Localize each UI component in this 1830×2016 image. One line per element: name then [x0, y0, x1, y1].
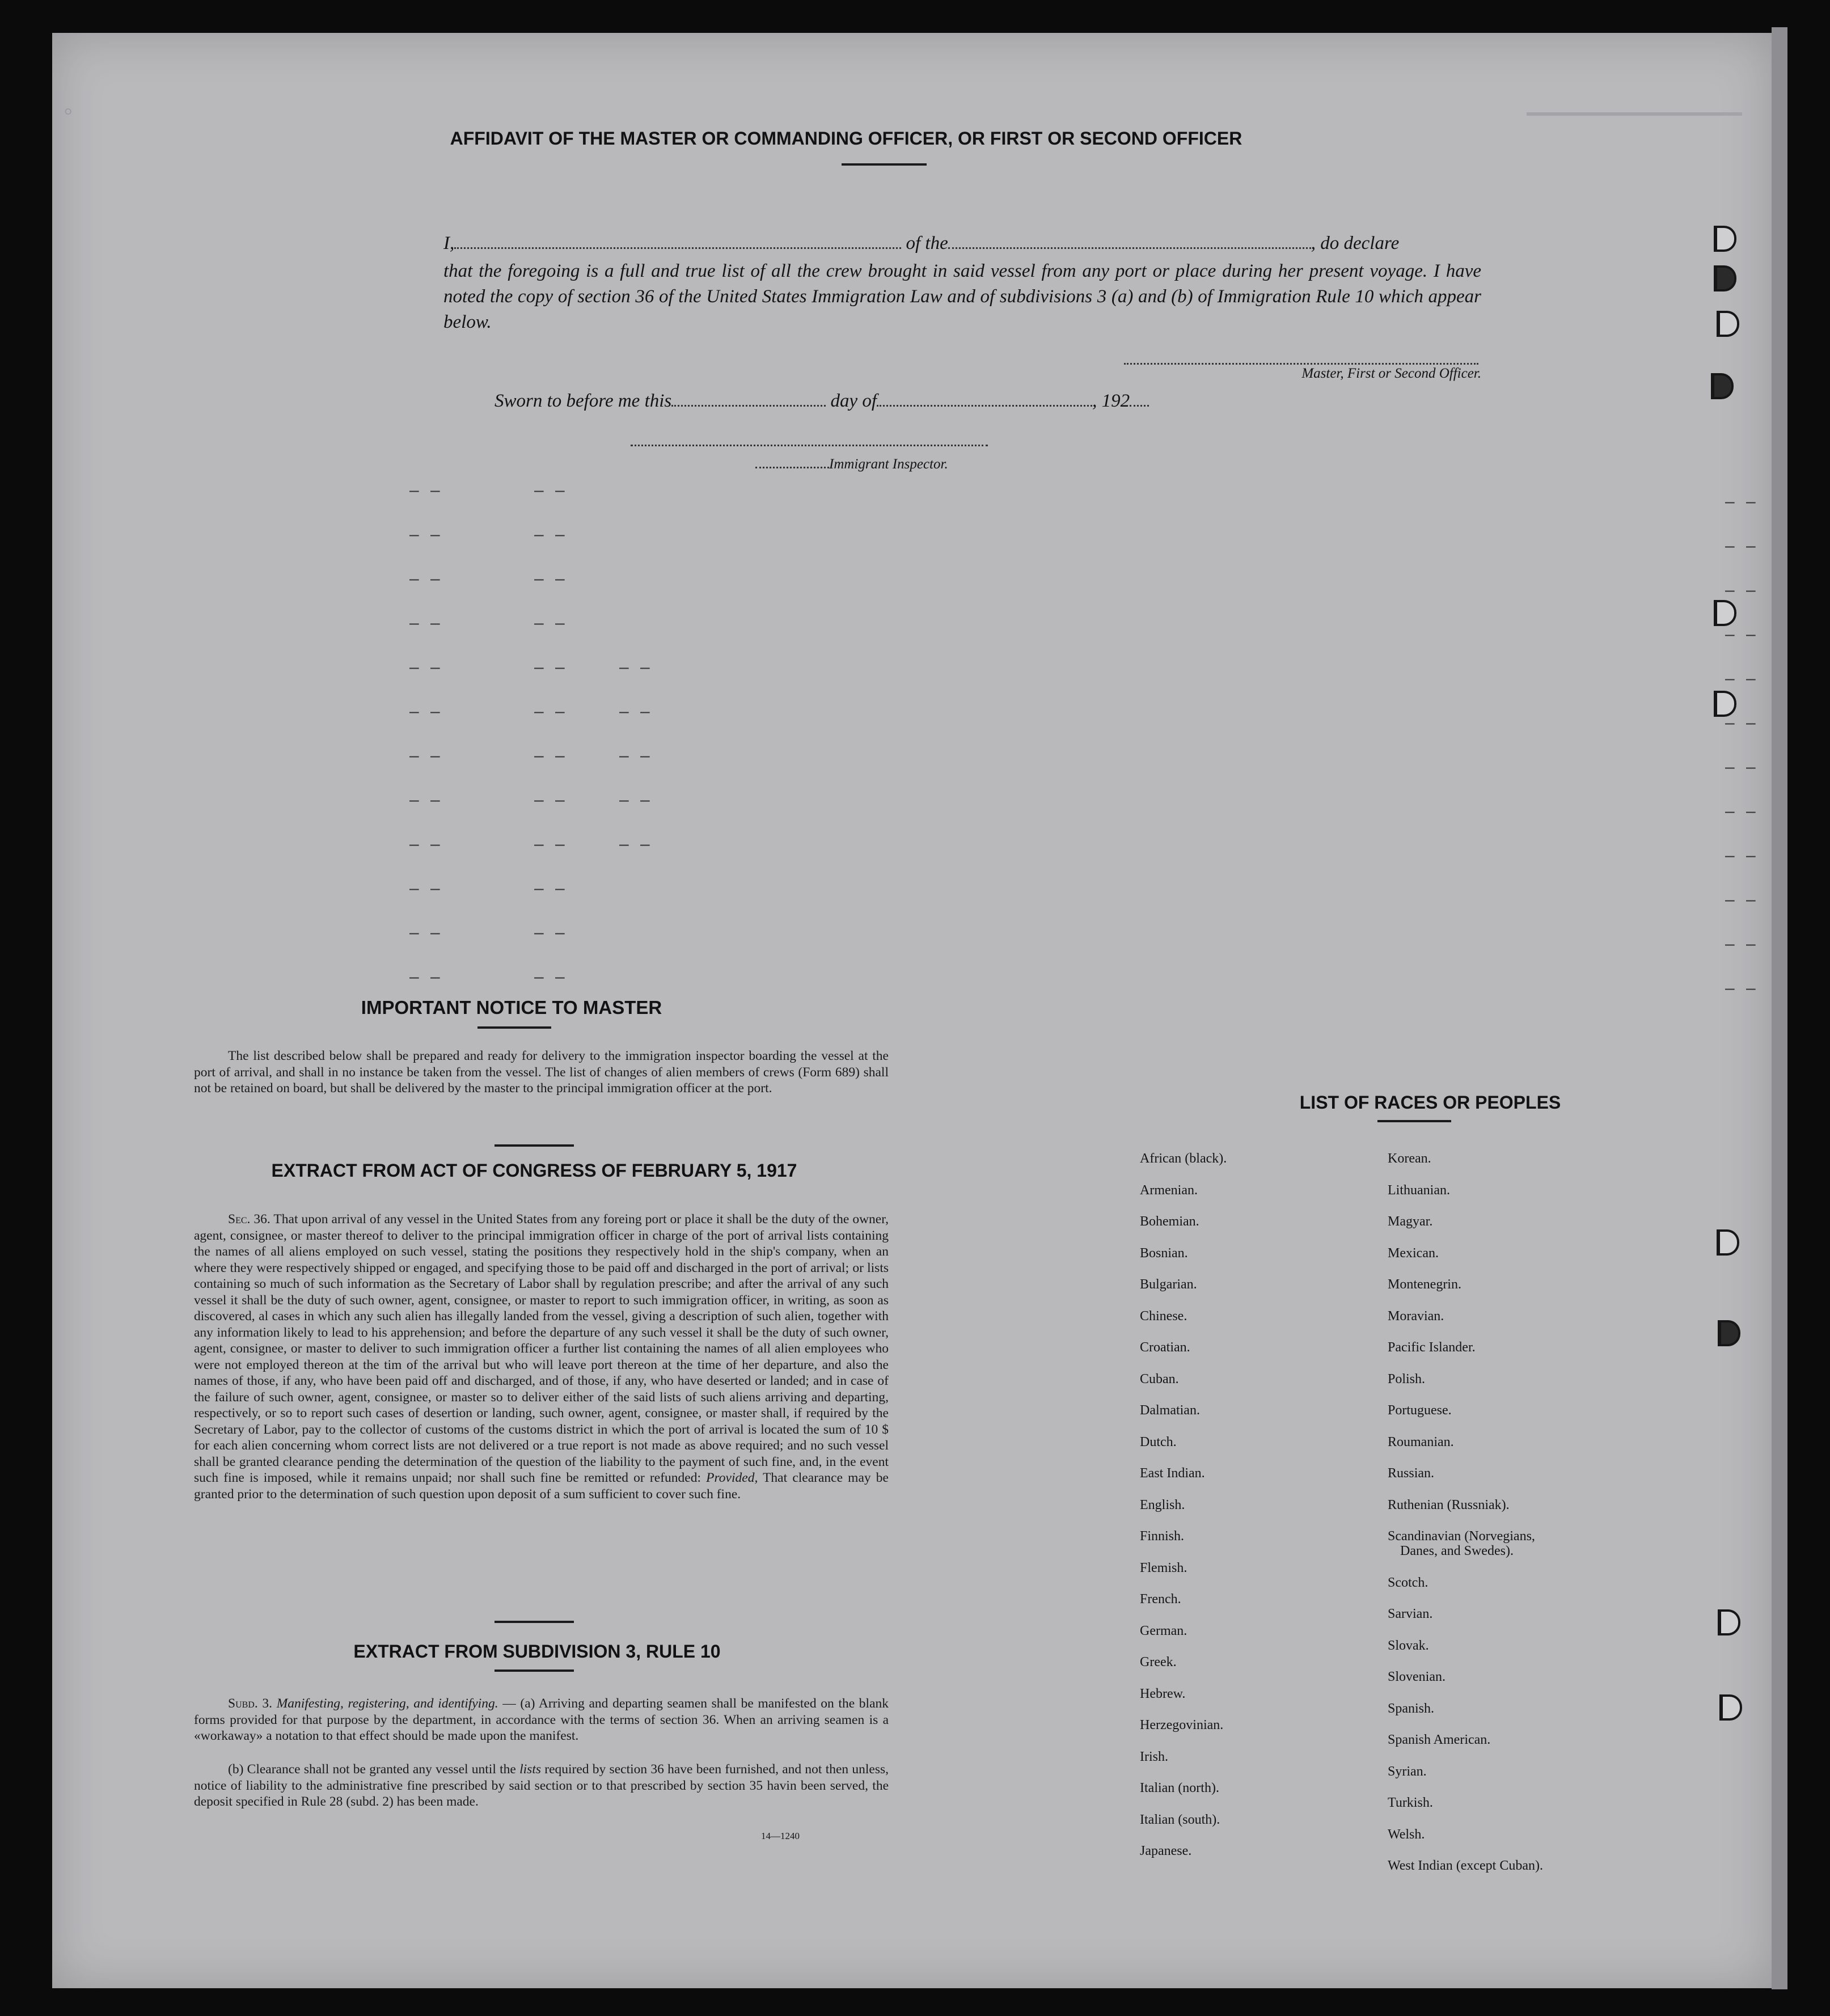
race-item: Chinese. [1140, 1308, 1187, 1324]
race-item: Roumanian. [1388, 1434, 1454, 1449]
document-page [52, 33, 1772, 1988]
row-dash: – – [409, 702, 443, 721]
inspector-caption-dots [755, 457, 829, 468]
race-item: German. [1140, 1623, 1187, 1638]
row-dash: – – [409, 791, 443, 809]
act-body [194, 1211, 889, 1502]
race-item: Pacific Islander. [1388, 1340, 1476, 1355]
race-item: Bohemian. [1140, 1214, 1199, 1229]
sworn-label: Sworn to before me this [495, 391, 672, 411]
affidavit-title-rule [842, 163, 927, 166]
inspector-caption-line [755, 457, 1096, 472]
row-dash: – – [1725, 581, 1759, 599]
punch-hole [1714, 691, 1736, 717]
affidavit-i-label: I, [443, 233, 455, 253]
row-dash: – – [619, 791, 653, 809]
row-dash: – – [1725, 713, 1759, 732]
race-item: Russian. [1388, 1466, 1435, 1481]
row-dash: – – [534, 658, 568, 677]
row-dash: – – [1725, 669, 1759, 688]
affidavit-body: that the foregoing is a full and true list of all the crew brought in said vessel from any port or place during her present voyage. I have noted the copy of section 36 of the United States Immigration Law and of subdivisions 3 (a) and (b) of Immigration Rule 10 which appear below. [443, 261, 1481, 332]
rule-b [194, 1761, 889, 1810]
act-sec-label: Sec. 36. [228, 1212, 271, 1227]
row-dash: – – [534, 569, 568, 588]
sworn-line [495, 390, 1288, 412]
row-dash: – – [409, 835, 443, 853]
race-item: French. [1140, 1592, 1181, 1607]
row-dash: – – [409, 658, 443, 677]
race-item: Armenian. [1140, 1182, 1198, 1198]
ghost-rule [1527, 112, 1742, 116]
rule-title-rule [495, 1670, 574, 1672]
race-item: Slovak. [1388, 1638, 1429, 1653]
notice-body: The list described below shall be prepared and ready for delivery to the immigration inspector boarding the vessel at the port of arrival, and shall in no instance be taken from the vessel. The list of changes of alien members of crews (Form 689) shall not be retained on board, but shall be delivered by the master to the principal immigration officer at the port. [194, 1049, 889, 1096]
race-item: Polish. [1388, 1371, 1426, 1387]
race-item: Bosnian. [1140, 1245, 1188, 1261]
rule-a-body: Arriving and departing seamen shall be manifested on the blank forms provided for that purpose by the department, in accordance with the terms of section 36. When an arriving seamen is a «workaway» a notation to that effect should be made upon the manifest. [194, 1696, 889, 1743]
row-dash: – – [534, 525, 568, 544]
punch-hole [1718, 1609, 1740, 1635]
act-body-text: That upon arrival of any vessel in the United States from any foreing port or place it shall be the duty of the owner, agent, consignee, or master thereof to deliver to the principal immigration officer in charge of the port of arrival lists containing the names of all aliens employed on such vessel, stating the positions they respectively hold in the ship's company, when an where they were respectively shipped or engaged, and specifying those to be paid off and discharged in the port of arrival; or lists containing so much of such information as the Secretary of Labor shall by regulation prescribe; and after the arrival of any such vessel it shall be the duty of such owner, agent, consignee, or master to report to such immigration officer, in writing, as soon as discovered, al cases in which any such alien has illegally landed from the vessel, giving a description of such alien, together with any information likely to lead to his apprehension; and before the departure of any such vessel it shall be the duty of such owner, agent, consignee, or master to deliver to such immigration officer a further list containing the names of all alien employees who were not employed thereon at the tim of the arrival but who will leave port thereon at the time of her departure, and also the names of those, if any, who have been paid off and discharged, and of those, if any, who have deserted or landed; and in case of the failure of such owner, agent, consignee, or master so to deliver either of the said lists of such aliens arriving and departing, respectively, or so to report such cases of desertion or landing, such owner, agent, consignee, or master shall, if required by the Secretary of Labor, pay to the collector of customs of the customs district in which the port of arrival is located the sum of 10 $ for each alien concerning whom correct lists are not delivered or a true report is not made as above required; and no such vessel shall be granted clearance pending the determination of the question of the liability to the payment of such fine, and, in the event such fine is imposed, while it remains unpaid; nor shall such fine be remitted or refunded: [194, 1212, 889, 1485]
row-dash: – – [1725, 979, 1759, 998]
act-top-rule [495, 1144, 574, 1147]
row-dash: – – [534, 879, 568, 898]
row-dash: – – [409, 746, 443, 765]
rule-subd-heading: Manifesting, registering, and identifying. [276, 1696, 498, 1711]
notice-title-rule [477, 1026, 551, 1029]
rule-a-label: — (a) [502, 1696, 535, 1711]
race-item: Slovenian. [1388, 1670, 1446, 1684]
race-item: Montenegrin. [1388, 1277, 1461, 1292]
row-dash: – – [534, 481, 568, 500]
row-dash: – – [409, 525, 443, 544]
race-item: Welsh. [1388, 1827, 1425, 1842]
row-dash: – – [1725, 890, 1759, 909]
row-dash: – – [1725, 492, 1759, 511]
row-dash: – – [534, 835, 568, 853]
race-item: Finnish. [1140, 1529, 1185, 1544]
race-item: Scandinavian (Norvegians, [1388, 1529, 1535, 1544]
punch-hole [1714, 226, 1736, 252]
race-item: East Indian. [1140, 1466, 1205, 1481]
race-item: Danes, and Swedes). [1400, 1543, 1514, 1558]
year-label: , 192 [1092, 391, 1130, 411]
race-item: Croatian. [1140, 1340, 1190, 1355]
row-dash: – – [1725, 935, 1759, 953]
race-item: Italian (north). [1140, 1781, 1219, 1795]
race-item: Moravian. [1388, 1308, 1444, 1324]
act-title: EXTRACT FROM ACT OF CONGRESS OF FEBRUARY 5, 1917 [271, 1160, 797, 1181]
day-field[interactable] [671, 390, 826, 407]
race-item: Syrian. [1388, 1764, 1427, 1779]
race-item: Spanish. [1388, 1701, 1435, 1716]
affidavit-of-the-label: of the [906, 233, 948, 253]
race-item: Sarvian. [1388, 1607, 1433, 1621]
row-dash: – – [1725, 846, 1759, 865]
row-dash: – – [409, 879, 443, 898]
race-item: Spanish American. [1388, 1732, 1491, 1747]
race-item: Scotch. [1388, 1575, 1429, 1590]
punch-hole [1719, 1694, 1742, 1721]
act-provided-label: Provided, [706, 1470, 758, 1485]
race-item: Portuguese. [1388, 1403, 1452, 1418]
race-item: Irish. [1140, 1749, 1168, 1764]
row-dash: – – [409, 569, 443, 588]
notice-title: IMPORTANT NOTICE TO MASTER [361, 997, 662, 1018]
rule-b-label: (b) [228, 1762, 244, 1777]
affidavit-first-line [443, 233, 1481, 254]
form-number: 14—1240 [761, 1831, 800, 1841]
row-dash: – – [1725, 802, 1759, 821]
month-field[interactable] [877, 390, 1092, 407]
page-edge-strip [1772, 27, 1787, 1989]
race-item: Korean. [1388, 1151, 1431, 1166]
year-field[interactable] [1130, 390, 1149, 407]
race-item: Turkish. [1388, 1795, 1433, 1810]
race-item: Bulgarian. [1140, 1277, 1197, 1292]
inspector-signature-field[interactable] [631, 430, 988, 446]
punch-hole [1711, 373, 1734, 399]
name-field[interactable] [454, 233, 901, 249]
row-dash: – – [409, 923, 443, 942]
vessel-field[interactable] [948, 233, 1311, 249]
officer-signature-caption: Master, First or Second Officer. [1301, 366, 1481, 381]
row-dash: – – [534, 614, 568, 632]
race-item: Herzegovinian. [1140, 1718, 1224, 1732]
race-item: Japanese. [1140, 1844, 1192, 1858]
act-body-end: That clearance may be granted prior to the determination of such question upon deposit of a sum sufficient to cover such fine. [194, 1470, 889, 1502]
inspector-caption: Immigrant Inspector. [829, 457, 948, 472]
rule-subd-label: Subd. 3. [228, 1696, 273, 1711]
punch-hole [1717, 311, 1739, 337]
row-dash: – – [534, 746, 568, 765]
punch-hole [1714, 600, 1736, 626]
races-title: LIST OF RACES OR PEOPLES [1299, 1092, 1561, 1113]
row-dash: – – [409, 967, 443, 986]
row-dash: – – [619, 702, 653, 721]
races-title-rule [1377, 1120, 1451, 1122]
punch-hole [1717, 1229, 1739, 1256]
race-item: Cuban. [1140, 1371, 1179, 1387]
day-of-label: day of [830, 391, 877, 411]
rule-a [194, 1696, 889, 1744]
row-dash: – – [619, 835, 653, 853]
row-dash: – – [619, 746, 653, 765]
race-item: Greek. [1140, 1655, 1177, 1670]
rule-b-lists: lists [519, 1762, 541, 1777]
rule-b-body-2: required by section 36 have been furnished, and not then unless, notice of liability to the administrative fine prescribed by said section or to that prescribed by section 35 havin been served, the deposit specified in Rule 28 (subd. 2) has been made. [194, 1762, 889, 1809]
act-bottom-rule [495, 1621, 574, 1623]
race-item: Magyar. [1388, 1214, 1433, 1229]
race-item: English. [1140, 1497, 1185, 1512]
race-item: Dutch. [1140, 1434, 1177, 1449]
officer-signature-field[interactable] [1124, 348, 1478, 365]
punch-hole [1718, 1320, 1740, 1346]
row-dash: – – [534, 702, 568, 721]
row-dash: – – [534, 923, 568, 942]
row-dash: – – [1725, 625, 1759, 644]
race-item: Mexican. [1388, 1245, 1439, 1261]
race-item: Flemish. [1140, 1560, 1187, 1575]
row-dash: – – [619, 658, 653, 677]
row-dash: – – [534, 791, 568, 809]
race-item: Italian (south). [1140, 1812, 1220, 1827]
race-item: Ruthenian (Russniak). [1388, 1497, 1510, 1512]
row-dash: – – [409, 481, 443, 500]
row-dash: – – [1725, 536, 1759, 555]
punch-hole [1714, 265, 1736, 291]
race-item: Dalmatian. [1140, 1403, 1200, 1418]
rule-b-body-1: Clearance shall not be granted any vessel until the [247, 1762, 516, 1777]
race-item: Hebrew. [1140, 1686, 1186, 1701]
row-dash: – – [534, 967, 568, 986]
ghost-mark: ◦ [64, 96, 73, 125]
affidavit-declare-label: , do declare [1311, 233, 1400, 253]
row-dash: – – [1725, 758, 1759, 776]
affidavit-title: AFFIDAVIT OF THE MASTER OR COMMANDING OFFICER, OR FIRST OR SECOND OFFICER [450, 128, 1242, 149]
race-item: African (black). [1140, 1151, 1227, 1166]
row-dash: – – [409, 614, 443, 632]
race-item: West Indian (except Cuban). [1388, 1858, 1543, 1873]
rule-title: EXTRACT FROM SUBDIVISION 3, RULE 10 [353, 1641, 721, 1662]
race-item: Lithuanian. [1388, 1182, 1450, 1198]
